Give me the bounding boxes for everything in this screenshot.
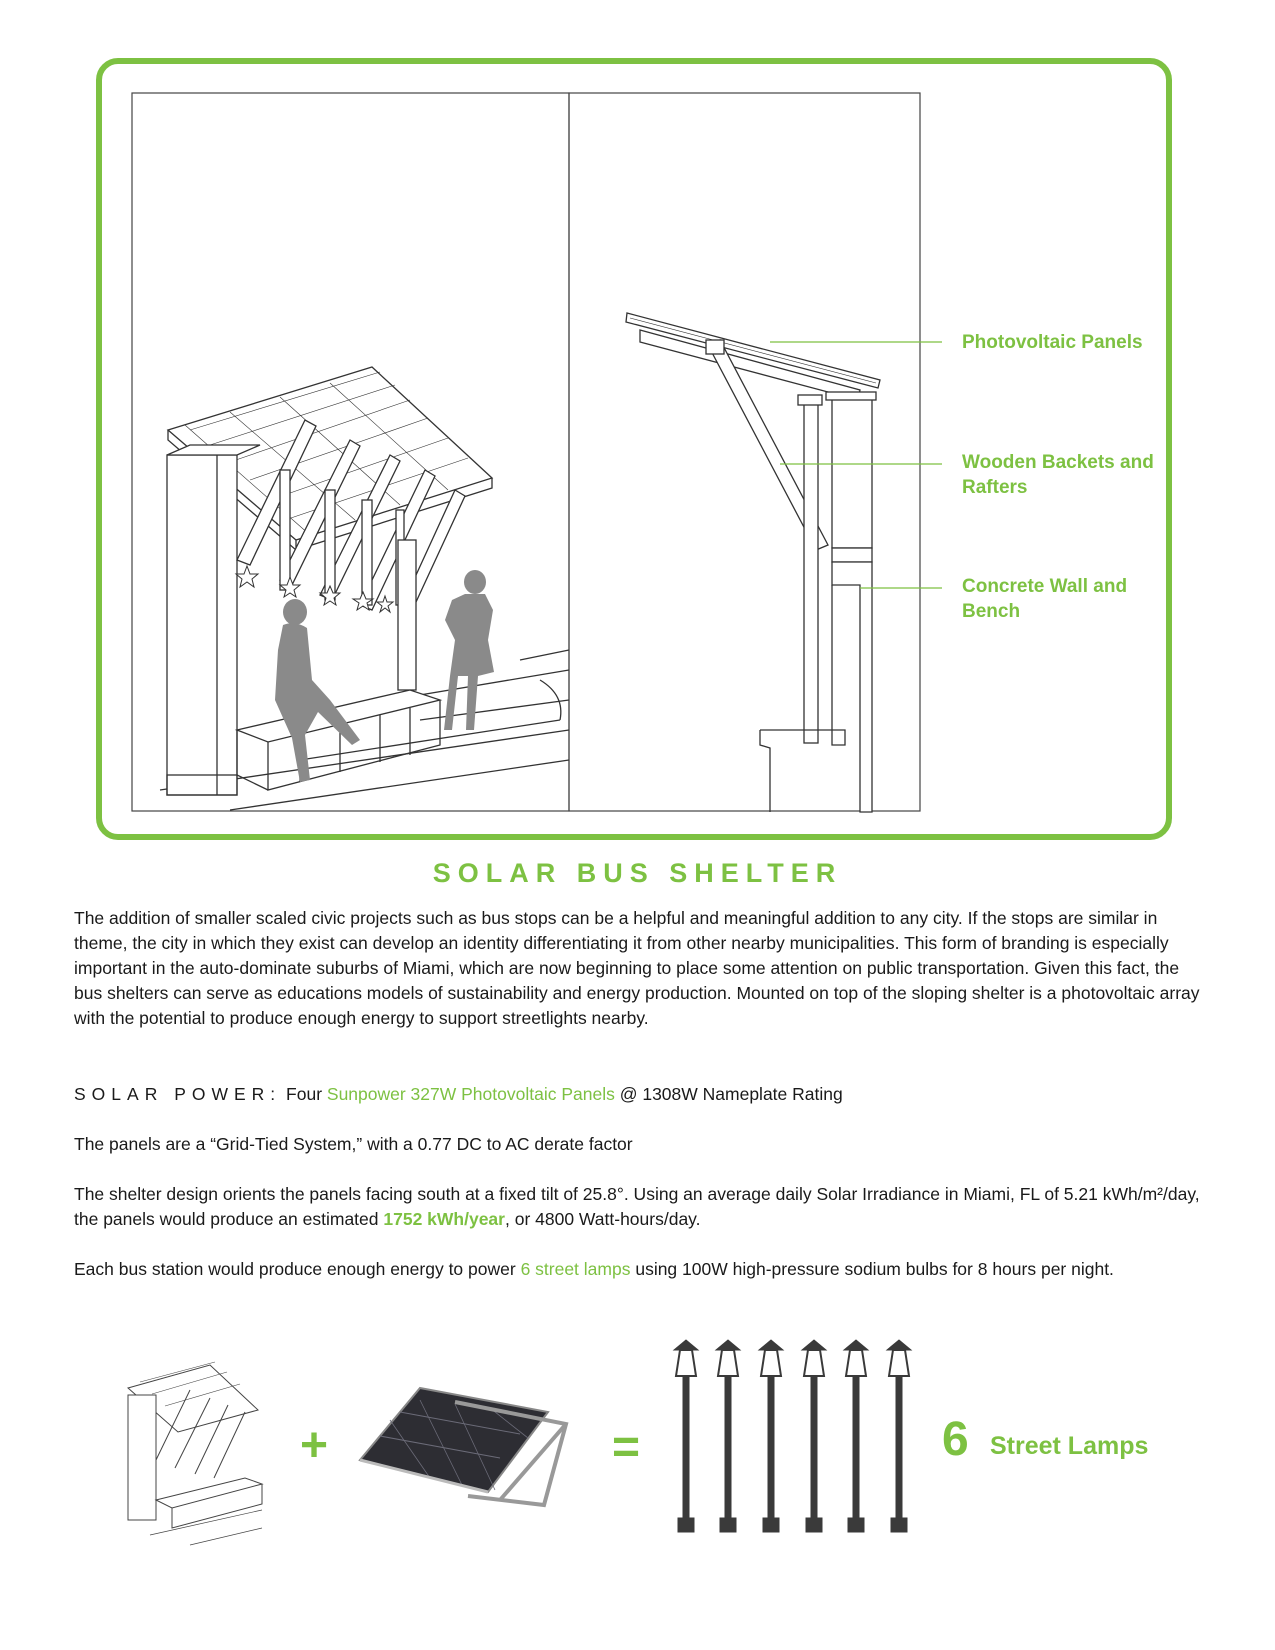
solar-power-tail: @ 1308W Nameplate Rating: [614, 1084, 843, 1104]
lamp-count: 6: [942, 1413, 969, 1466]
equals-sign: =: [612, 1421, 641, 1474]
street-lamp-3: [759, 1340, 783, 1532]
street-lamp-4: [802, 1340, 826, 1532]
small-shelter-icon: [128, 1362, 262, 1545]
intro-text: The addition of smaller scaled civic projects such as bus stops can be a helpful and meaningful addition to any city. If the stops are similar in theme, the city in which they exist can develop an identity differentiating it from other nearby municipalities. This form of branding is especially important in the auto-dominate suburbs of Miami, which are now beginning to place some attention on public transportation. Given this fact, the bus shelters can serve as educations models of sustainability and energy production. Mounted on top of the sloping shelter is a photovoltaic array with the potential to produce enough energy to support streetlights nearby.: [74, 908, 1200, 1028]
solar-power-lead: Four: [281, 1084, 327, 1104]
orientation-text-a: The shelter design orients the panels facing south at a fixed tilt of 25.8°. Using an average daily Solar Irradiance in Miami, FL of 5.21 kWh/m²/day, the panels would produce an estimated: [74, 1184, 1200, 1229]
callout-concrete-wall: Concrete Wall and Bench: [962, 576, 1128, 622]
annual-energy-highlight: 1752 kWh/year: [383, 1209, 505, 1229]
callout-photovoltaic-panels: Photovoltaic Panels: [962, 332, 1143, 353]
street-lamps-link[interactable]: 6 street lamps: [520, 1259, 631, 1279]
page-title: SOLAR BUS SHELTER: [432, 858, 843, 888]
street-lamps-icon: [674, 1340, 911, 1532]
orientation-text-b: , or 4800 Watt-hours/day.: [504, 1209, 701, 1229]
lamps-text-b: using 100W high-pressure sodium bulbs for 8 hours per night.: [630, 1259, 1114, 1279]
solar-panel-icon: [360, 1388, 566, 1505]
sunpower-panels-link[interactable]: Sunpower 327W Photovoltaic Panels: [326, 1084, 615, 1104]
plus-sign: +: [300, 1419, 329, 1472]
street-lamp-6: [887, 1340, 911, 1532]
street-lamp-2: [716, 1340, 740, 1532]
lamps-text-a: Each bus station would produce enough energy to power: [74, 1259, 521, 1279]
solar-power-label: SOLAR POWER:: [74, 1084, 282, 1104]
lamp-count-label: Street Lamps: [990, 1432, 1149, 1460]
street-lamp-5: [844, 1340, 868, 1532]
street-lamp-1: [674, 1340, 698, 1532]
grid-tied-text: The panels are a “Grid-Tied System,” with a 0.77 DC to AC derate factor: [74, 1134, 633, 1154]
callout-wooden-brackets: Wooden Backets and Rafters: [962, 452, 1154, 498]
